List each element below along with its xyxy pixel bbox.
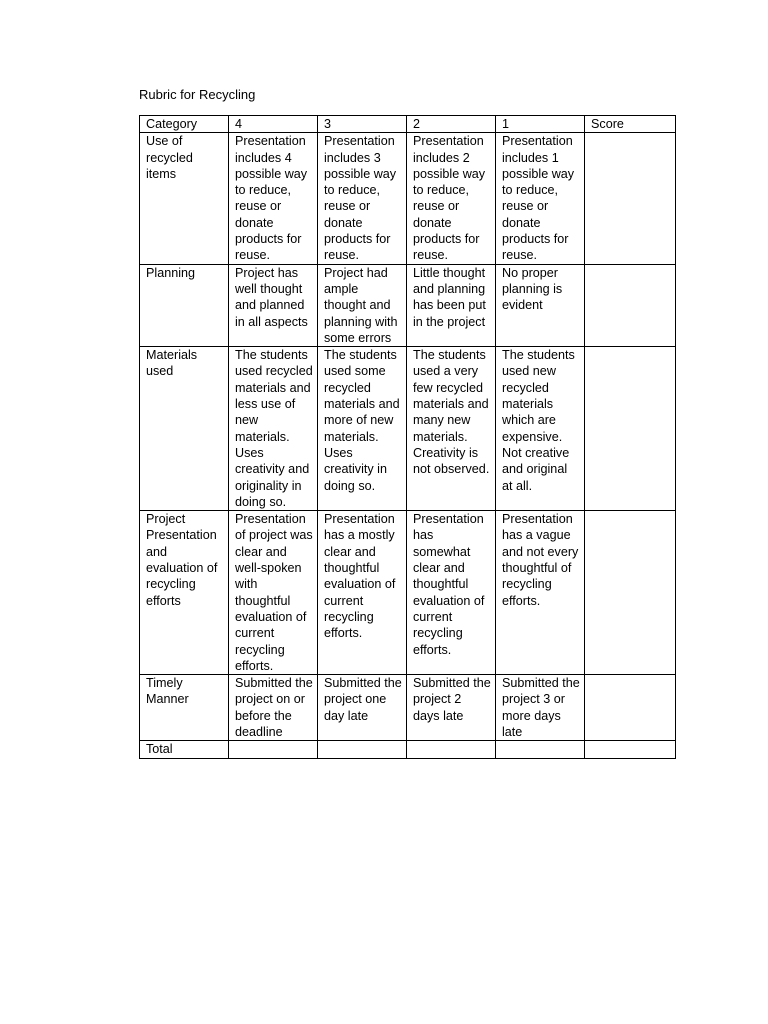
cell-level-2: Little thought and planning has been put in the project — [407, 264, 496, 346]
cell-level-1: Submitted the project 3 or more days late — [496, 675, 585, 741]
table-row — [140, 511, 676, 675]
header-level-1: 1 — [496, 116, 585, 133]
table-header-row — [140, 116, 676, 133]
row-category: Use of recycled items — [140, 133, 229, 264]
cell-level-4: The students used recycled materials and less use of new materials. Uses creativity and originality in doing so. — [229, 347, 318, 511]
cell-level-1: No proper planning is evident — [496, 264, 585, 346]
cell-level-3: Submitted the project one day late — [318, 675, 407, 741]
cell-level-1: The students used new recycled materials which are expensive. Not creative and original at all. — [496, 347, 585, 511]
cell-score — [585, 264, 676, 346]
cell-level-2: Presentation has somewhat clear and thoughtful evaluation of current recycling efforts. — [407, 511, 496, 675]
row-category: Materials used — [140, 347, 229, 511]
row-category: Project Presentation and evaluation of recycling efforts — [140, 511, 229, 675]
cell-score — [585, 133, 676, 264]
rubric-table — [139, 115, 676, 759]
cell-level-1: Presentation includes 1 possible way to reduce, reuse or donate products for reuse. — [496, 133, 585, 264]
header-level-4: 4 — [229, 116, 318, 133]
cell-level-2: The students used a very few recycled materials and many new materials. Creativity is not observed. — [407, 347, 496, 511]
table-row — [140, 347, 676, 511]
cell-level-2: Presentation includes 2 possible way to reduce, reuse or donate products for reuse. — [407, 133, 496, 264]
total-row — [140, 741, 676, 758]
cell-level-3: Project had ample thought and planning with some errors — [318, 264, 407, 346]
cell-score — [585, 675, 676, 741]
cell-level-4: Presentation of project was clear and well-spoken with thoughtful evaluation of current recycling efforts. — [229, 511, 318, 675]
cell-level-1: Presentation has a vague and not every thoughtful of recycling efforts. — [496, 511, 585, 675]
cell-level-2: Submitted the project 2 days late — [407, 675, 496, 741]
cell-score — [585, 511, 676, 675]
row-category: Planning — [140, 264, 229, 346]
total-cell-score — [585, 741, 676, 758]
row-category: Timely Manner — [140, 675, 229, 741]
document-title: Rubric for Recycling — [139, 87, 256, 102]
table-row — [140, 264, 676, 346]
cell-level-3: Presentation includes 3 possible way to reduce, reuse or donate products for reuse. — [318, 133, 407, 264]
header-level-2: 2 — [407, 116, 496, 133]
total-cell-level-4 — [229, 741, 318, 758]
cell-level-4: Submitted the project on or before the deadline — [229, 675, 318, 741]
total-cell-level-1 — [496, 741, 585, 758]
cell-score — [585, 347, 676, 511]
header-level-3: 3 — [318, 116, 407, 133]
cell-level-3: The students used some recycled materials and more of new materials. Uses creativity in doing so. — [318, 347, 407, 511]
total-cell-level-2 — [407, 741, 496, 758]
cell-level-4: Project has well thought and planned in all aspects — [229, 264, 318, 346]
table-row — [140, 133, 676, 264]
cell-level-3: Presentation has a mostly clear and thoughtful evaluation of current recycling efforts. — [318, 511, 407, 675]
header-score: Score — [585, 116, 676, 133]
total-label: Total — [140, 741, 229, 758]
header-category: Category — [140, 116, 229, 133]
table-row — [140, 675, 676, 741]
total-cell-level-3 — [318, 741, 407, 758]
cell-level-4: Presentation includes 4 possible way to reduce, reuse or donate products for reuse. — [229, 133, 318, 264]
